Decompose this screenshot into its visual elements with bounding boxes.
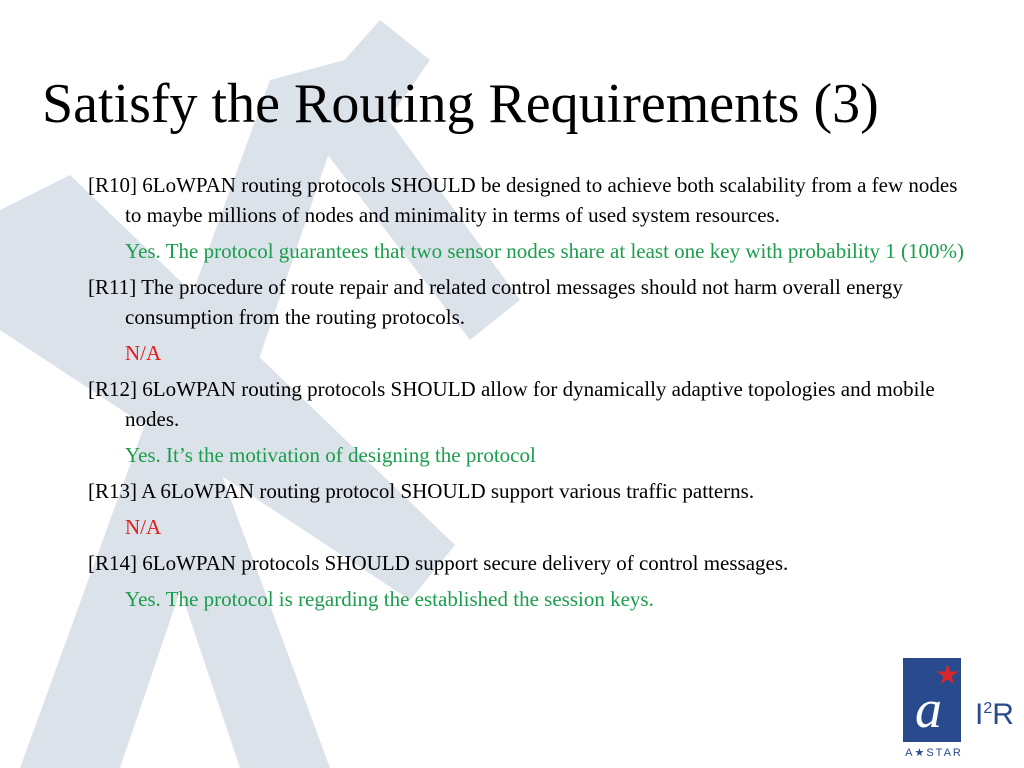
logo-brand-text: $I^2R$ (975, 698, 1014, 731)
answer-r11: N/A (125, 341, 162, 365)
logo-box (903, 658, 961, 742)
requirement-r12: [R12] 6LoWPAN routing protocols SHOULD allow for dynamically adaptive topologies and mobile nodes. (88, 377, 935, 431)
requirement-r10: [R10] 6LoWPAN routing protocols SHOULD be designed to achieve both scalability from a few nodes to maybe millions of nodes and minimality in terms of used system resources. (88, 173, 958, 227)
requirement-r13: [R13] A 6LoWPAN routing protocol SHOULD support various traffic patterns. (88, 479, 755, 503)
slide-title: Satisfy the Routing Requirements (3) (42, 73, 879, 135)
answer-r13: N/A (125, 515, 162, 539)
requirement-r11: [R11] The procedure of route repair and related control messages should not harm overall energy consumption from the routing protocols. (88, 275, 903, 329)
star-icon: ★ (935, 660, 961, 691)
logo-caption: A★STAR (905, 747, 963, 759)
logo-letter-icon: a (915, 679, 942, 739)
answer-r10: Yes. The protocol guarantees that two sensor nodes share at least one key with probability 1 (100%) (125, 239, 965, 263)
answer-r14: Yes. The protocol is regarding the established the session keys. (125, 587, 654, 611)
astar-i2r-logo (903, 658, 1021, 768)
requirements-list (88, 170, 968, 620)
requirement-r14: [R14] 6LoWPAN protocols SHOULD support secure delivery of control messages. (88, 551, 789, 575)
answer-r12: Yes. It’s the motivation of designing the protocol (125, 443, 536, 467)
